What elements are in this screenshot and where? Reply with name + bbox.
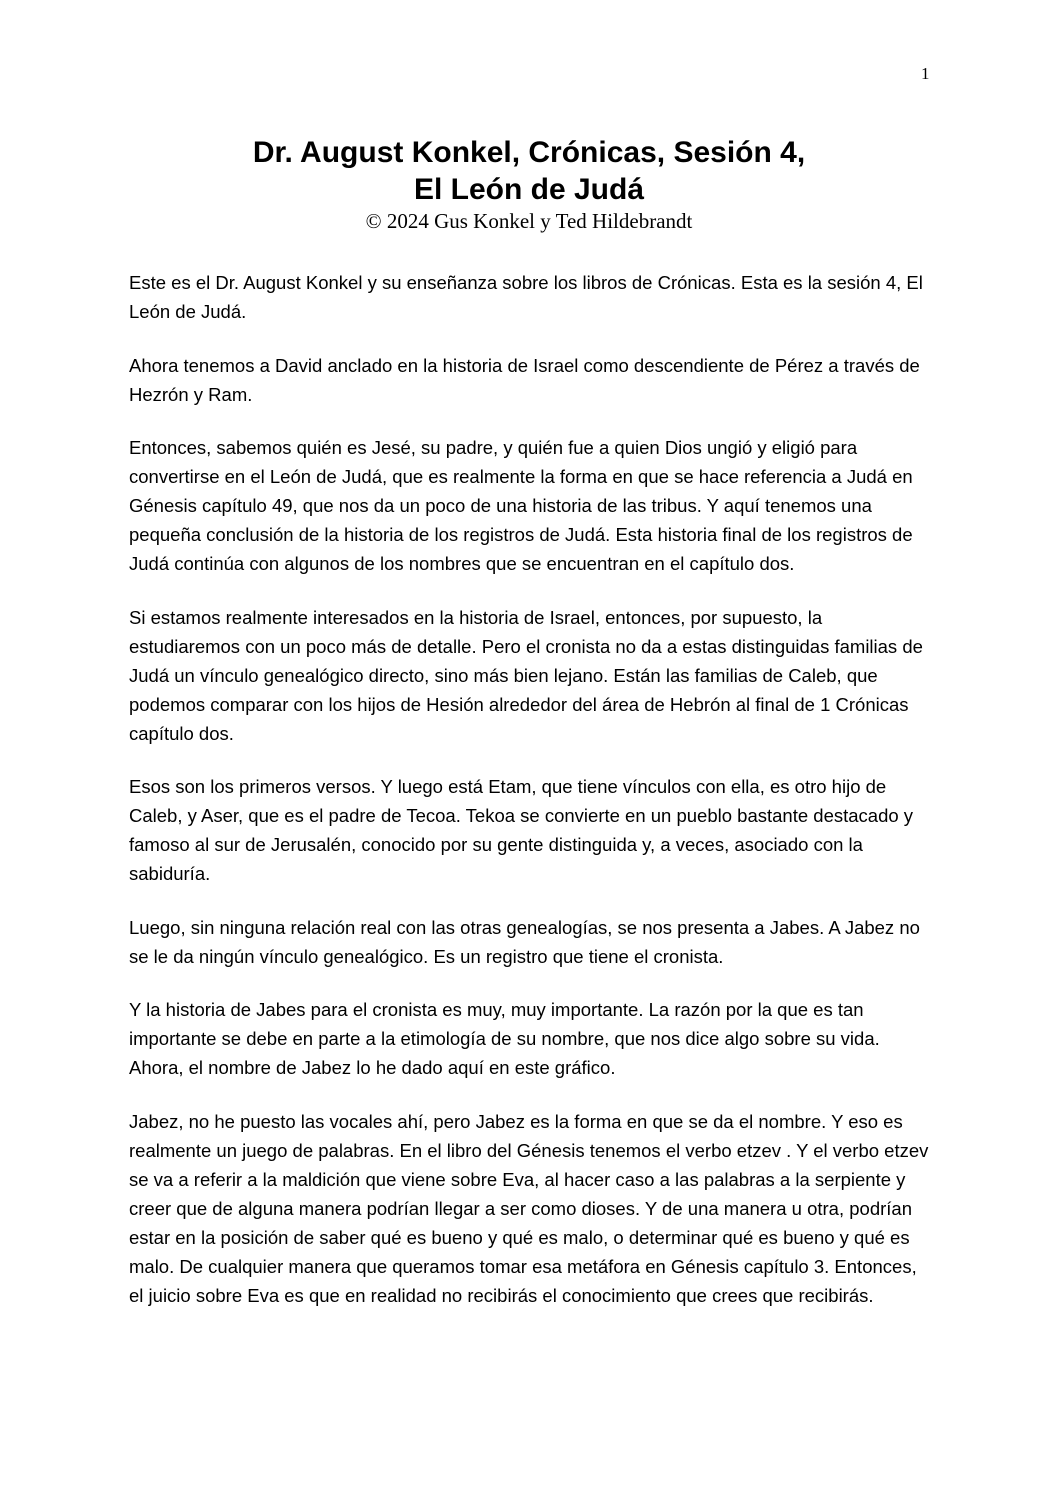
paragraph: Luego, sin ninguna relación real con las otras genealogías, se nos presenta a Jabes. A Jabez no se le da ningún vínculo genealógico. Es un registro que tiene el cronista. (129, 916, 920, 967)
document-header (0, 134, 1058, 234)
document-body (129, 268, 934, 1334)
paragraph: Esos son los primeros versos. Y luego está Etam, que tiene vínculos con ella, es otro hijo de Caleb, y Aser, que es el padre de Tecoa. Tekoa se convierte en un pueblo bastante destacado y famoso al sur de Jerusalén, conocido por su gente distinguida y, a veces, asociado con la sabiduría. (129, 776, 914, 884)
paragraph: Jabez, no he puesto las vocales ahí, pero Jabez es la forma en que se da el nombre. Y eso es realmente un juego de palabras. En el libro del Génesis tenemos el verbo etzev . Y el verbo etzev se va a referir a la maldición que viene sobre Eva, al hacer caso a las palabras a la serpiente y creer que de alguna manera podrían llegar a ser como dioses. Y de una manera u otra, podrían estar en la posición de saber qué es bueno y qué es malo, o determinar qué es bueno y qué es malo. De cualquier manera que queramos tomar esa metáfora en Génesis capítulo 3. Entonces, el juicio sobre Eva es que en realidad no recibirás el conocimiento que crees que recibirás. (129, 1110, 929, 1306)
paragraph: Si estamos realmente interesados en la historia de Israel, entonces, por supuesto, la estudiaremos con un poco más de detalle. Pero el cronista no da a estas distinguidas familias de Judá un vínculo genealógico directo, sino más bien lejano. Están las familias de Caleb, que podemos comparar con los hijos de Hesión alrededor del área de Hebrón al final de 1 Crónicas capítulo dos. (129, 606, 923, 744)
page-number: 1 (921, 64, 930, 83)
paragraph: Ahora tenemos a David anclado en la historia de Israel como descendiente de Pérez a través de Hezrón y Ram. (129, 354, 920, 405)
paragraph: Y la historia de Jabes para el cronista es muy, muy importante. La razón por la que es tan importante se debe en parte a la etimología de su nombre, que nos dice algo sobre su vida. Ahora, el nombre de Jabez lo he dado aquí en este gráfico. (129, 999, 880, 1078)
title-line-1: Dr. August Konkel, Crónicas, Sesión 4, (252, 136, 806, 169)
paragraph: Este es el Dr. August Konkel y su enseñanza sobre los libros de Crónicas. Esta es la sesión 4, El León de Judá. (129, 272, 923, 322)
copyright-notice: © 2024 Gus Konkel y Ted Hildebrandt (365, 209, 693, 233)
title-line-2: El León de Judá (413, 173, 645, 206)
paragraph: Entonces, sabemos quién es Jesé, su padre, y quién fue a quien Dios ungió y eligió para convertirse en el León de Judá, que es realmente la forma en que se hace referencia a Judá en Génesis capítulo 49, que nos da un poco de una historia de las tribus. Y aquí tenemos una pequeña conclusión de la historia de los registros de Judá. Esta historia final de los registros de Judá continúa con algunos de los nombres que se encuentran en el capítulo dos. (129, 437, 913, 574)
